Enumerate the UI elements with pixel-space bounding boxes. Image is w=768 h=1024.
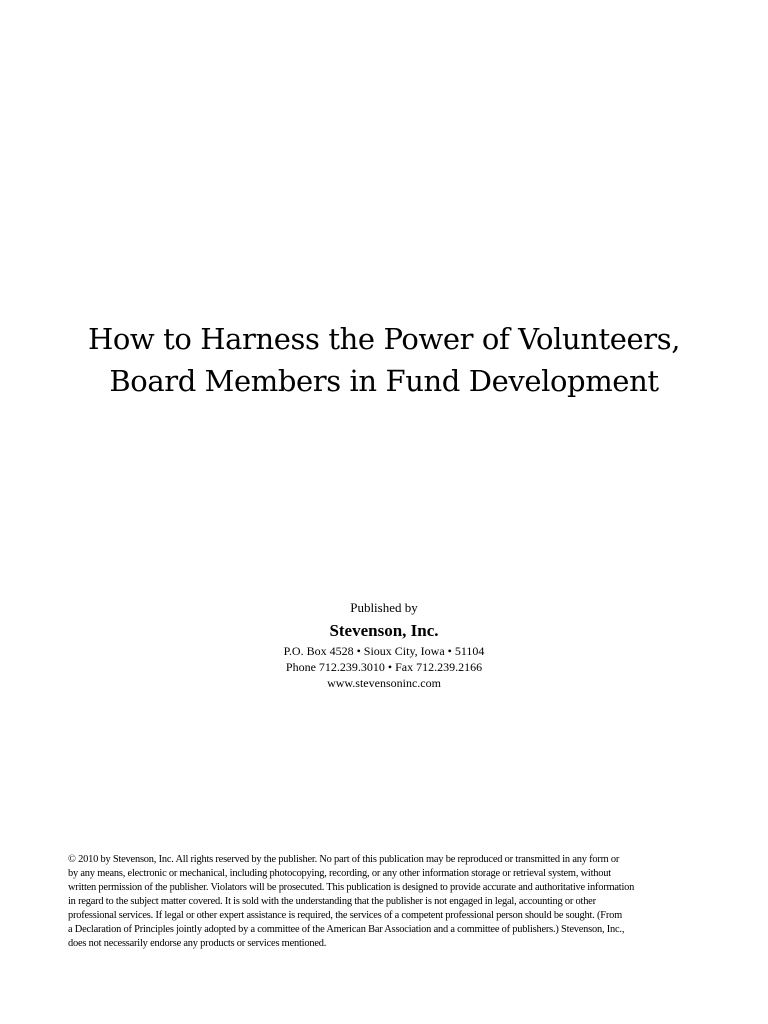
copyright-line: © 2010 by Stevenson, Inc. All rights reserved by the publisher. No part of this publication may be reproduced or transmitted in any form or xyxy=(68,854,620,865)
document-title xyxy=(0,318,768,402)
copyright-line: written permission of the publisher. Violators will be prosecuted. This publication is designed to provide accurate and authoritative information xyxy=(68,882,635,893)
publisher-phone-fax: Phone 712.239.3010 • Fax 712.239.2166 xyxy=(285,660,483,674)
published-by-label: Published by xyxy=(350,600,418,615)
copyright-line: professional services. If legal or other expert assistance is required, the services of a competent professional person should be sought. (From xyxy=(68,910,622,921)
copyright-line: a Declaration of Principles jointly adopted by a committee of the American Bar Association and a committee of publishers.) Stevenson, Inc., xyxy=(68,924,625,935)
title-line-1: How to Harness the Power of Volunteers, xyxy=(87,322,681,356)
publisher-address: P.O. Box 4528 • Sioux City, Iowa • 51104 xyxy=(283,644,485,658)
copyright-notice xyxy=(68,853,708,951)
publisher-website: www.stevensoninc.com xyxy=(327,676,441,690)
copyright-line: by any means, electronic or mechanical, including photocopying, recording, or any other information storage or retrieval system, without xyxy=(68,868,611,879)
publisher-info xyxy=(0,600,768,691)
publisher-name: Stevenson, Inc. xyxy=(329,621,439,640)
copyright-line: in regard to the subject matter covered. It is sold with the understanding that the publisher is not engaged in legal, accounting or other xyxy=(68,896,596,907)
copyright-line: does not necessarily endorse any products or services mentioned. xyxy=(68,938,327,949)
title-line-2: Board Members in Fund Development xyxy=(109,364,659,398)
